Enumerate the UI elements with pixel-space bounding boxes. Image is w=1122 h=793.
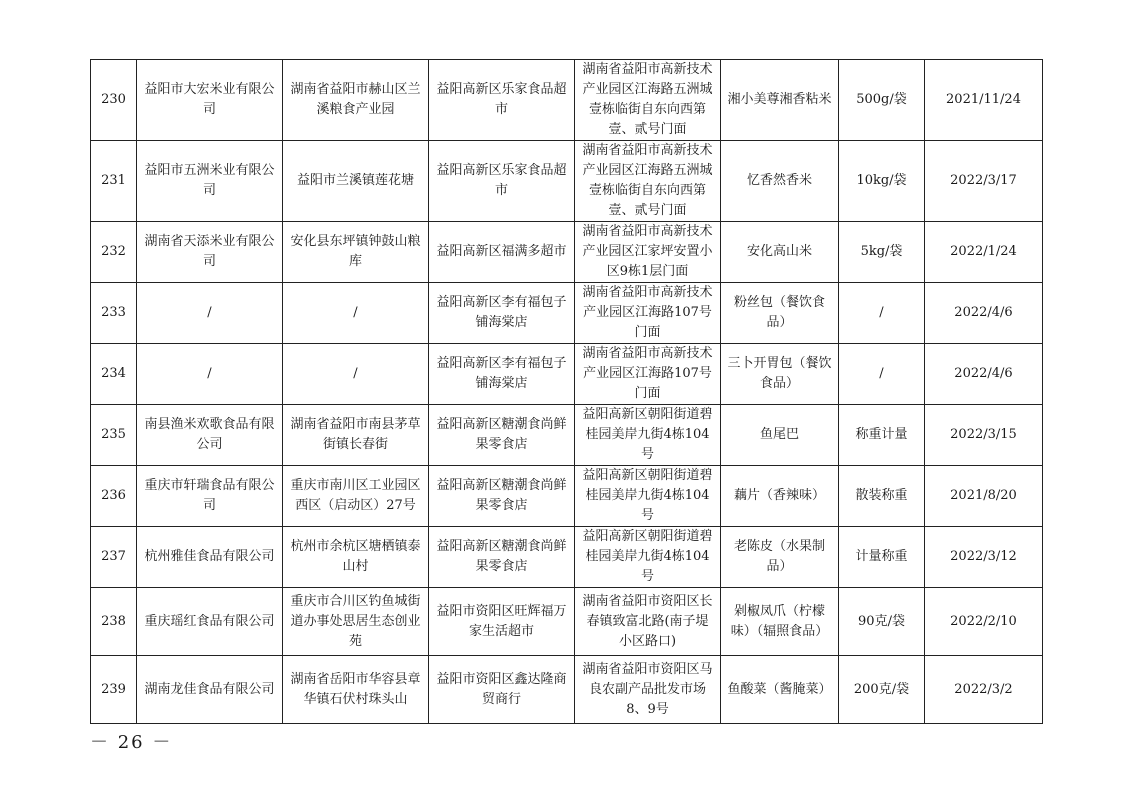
cell-seller-address: 湖南省益阳市高新技术产业园区江家坪安置小区9栋1层门面 — [575, 222, 721, 283]
cell-specification: / — [839, 344, 925, 405]
cell-seller-address: 益阳高新区朝阳街道碧桂园美岸九街4栋104号 — [575, 466, 721, 527]
cell-production-date: 2021/11/24 — [925, 60, 1043, 141]
cell-producer: 湖南龙佳食品有限公司 — [137, 656, 283, 724]
cell-producer-address: 安化县东坪镇钟鼓山粮库 — [283, 222, 429, 283]
table-row — [91, 283, 1043, 344]
cell-producer: 杭州雅佳食品有限公司 — [137, 527, 283, 588]
cell-number: 236 — [91, 466, 137, 527]
table-row — [91, 141, 1043, 222]
cell-number: 230 — [91, 60, 137, 141]
table-row — [91, 527, 1043, 588]
cell-product: 湘小美尊湘香粘米 — [721, 60, 839, 141]
cell-producer: 南县渔米欢歌食品有限公司 — [137, 405, 283, 466]
cell-specification: 500g/袋 — [839, 60, 925, 141]
cell-number: 231 — [91, 141, 137, 222]
cell-seller: 益阳高新区福满多超市 — [429, 222, 575, 283]
cell-producer-address: / — [283, 283, 429, 344]
cell-producer: / — [137, 283, 283, 344]
cell-production-date: 2022/4/6 — [925, 283, 1043, 344]
cell-seller-address: 湖南省益阳市高新技术产业园区江海路五洲城壹栋临街自东向西第壹、贰号门面 — [575, 141, 721, 222]
cell-seller-address: 益阳高新区朝阳街道碧桂园美岸九街4栋104号 — [575, 527, 721, 588]
cell-production-date: 2021/8/20 — [925, 466, 1043, 527]
cell-specification: 5kg/袋 — [839, 222, 925, 283]
cell-number: 232 — [91, 222, 137, 283]
cell-production-date: 2022/3/17 — [925, 141, 1043, 222]
cell-number: 237 — [91, 527, 137, 588]
cell-seller: 益阳高新区乐家食品超市 — [429, 60, 575, 141]
cell-specification: 90克/袋 — [839, 588, 925, 656]
cell-producer: 湖南省天添米业有限公司 — [137, 222, 283, 283]
cell-producer: 益阳市五洲米业有限公司 — [137, 141, 283, 222]
cell-seller: 益阳高新区糖潮食尚鲜果零食店 — [429, 466, 575, 527]
cell-product: 鱼酸菜（酱腌菜） — [721, 656, 839, 724]
cell-number: 233 — [91, 283, 137, 344]
cell-seller: 益阳市资阳区旺辉福万家生活超市 — [429, 588, 575, 656]
table-row — [91, 466, 1043, 527]
cell-seller: 益阳市资阳区鑫达隆商贸商行 — [429, 656, 575, 724]
table-row — [91, 222, 1043, 283]
cell-seller: 益阳高新区乐家食品超市 — [429, 141, 575, 222]
cell-production-date: 2022/2/10 — [925, 588, 1043, 656]
cell-seller: 益阳高新区糖潮食尚鲜果零食店 — [429, 405, 575, 466]
cell-producer-address: 益阳市兰溪镇莲花塘 — [283, 141, 429, 222]
cell-seller: 益阳高新区李有福包子铺海棠店 — [429, 344, 575, 405]
cell-product: 粉丝包（餐饮食品） — [721, 283, 839, 344]
cell-producer-address: 重庆市南川区工业园区西区（启动区）27号 — [283, 466, 429, 527]
table-row — [91, 656, 1043, 724]
cell-product: 忆香然香米 — [721, 141, 839, 222]
cell-producer-address: 湖南省益阳市赫山区兰溪粮食产业园 — [283, 60, 429, 141]
cell-product: 藕片（香辣味） — [721, 466, 839, 527]
cell-seller-address: 湖南省益阳市高新技术产业园区江海路107号门面 — [575, 283, 721, 344]
cell-seller-address: 益阳高新区朝阳街道碧桂园美岸九街4栋104号 — [575, 405, 721, 466]
cell-production-date: 2022/3/12 — [925, 527, 1043, 588]
cell-producer-address: 杭州市余杭区塘栖镇泰山村 — [283, 527, 429, 588]
cell-number: 238 — [91, 588, 137, 656]
cell-number: 235 — [91, 405, 137, 466]
cell-product: 老陈皮（水果制品） — [721, 527, 839, 588]
cell-specification: 10kg/袋 — [839, 141, 925, 222]
table-row — [91, 344, 1043, 405]
table-row — [91, 405, 1043, 466]
cell-specification: 计量称重 — [839, 527, 925, 588]
cell-specification: 称重计量 — [839, 405, 925, 466]
cell-specification: 200克/袋 — [839, 656, 925, 724]
cell-seller: 益阳高新区李有福包子铺海棠店 — [429, 283, 575, 344]
cell-product: 三卜开胃包（餐饮食品） — [721, 344, 839, 405]
cell-production-date: 2022/1/24 — [925, 222, 1043, 283]
cell-seller-address: 湖南省益阳市资阳区长春镇致富北路(南子堤小区路口) — [575, 588, 721, 656]
cell-production-date: 2022/3/15 — [925, 405, 1043, 466]
cell-number: 239 — [91, 656, 137, 724]
cell-producer-address: 湖南省益阳市南县茅草街镇长春街 — [283, 405, 429, 466]
cell-producer: 重庆市轩瑞食品有限公司 — [137, 466, 283, 527]
sampling-table — [90, 59, 1043, 724]
cell-producer: 益阳市大宏米业有限公司 — [137, 60, 283, 141]
table-row — [91, 60, 1043, 141]
cell-production-date: 2022/4/6 — [925, 344, 1043, 405]
cell-seller-address: 湖南省益阳市高新技术产业园区江海路五洲城壹栋临街自东向西第壹、贰号门面 — [575, 60, 721, 141]
cell-specification: 散装称重 — [839, 466, 925, 527]
cell-seller-address: 湖南省益阳市高新技术产业园区江海路107号门面 — [575, 344, 721, 405]
cell-producer-address: 湖南省岳阳市华容县章华镇石伏村珠头山 — [283, 656, 429, 724]
cell-producer-address: 重庆市合川区钓鱼城街道办事处思居生态创业苑 — [283, 588, 429, 656]
cell-production-date: 2022/3/2 — [925, 656, 1043, 724]
cell-product: 安化高山米 — [721, 222, 839, 283]
table-body — [91, 60, 1043, 724]
page-number: － 26 － — [90, 732, 173, 753]
cell-number: 234 — [91, 344, 137, 405]
cell-producer: / — [137, 344, 283, 405]
cell-product: 剁椒凤爪（柠檬味）（辐照食品） — [721, 588, 839, 656]
cell-specification: / — [839, 283, 925, 344]
table-row — [91, 588, 1043, 656]
cell-producer: 重庆瑶红食品有限公司 — [137, 588, 283, 656]
cell-seller: 益阳高新区糖潮食尚鲜果零食店 — [429, 527, 575, 588]
cell-seller-address: 湖南省益阳市资阳区马良农副产品批发市场8、9号 — [575, 656, 721, 724]
cell-product: 鱼尾巴 — [721, 405, 839, 466]
cell-producer-address: / — [283, 344, 429, 405]
